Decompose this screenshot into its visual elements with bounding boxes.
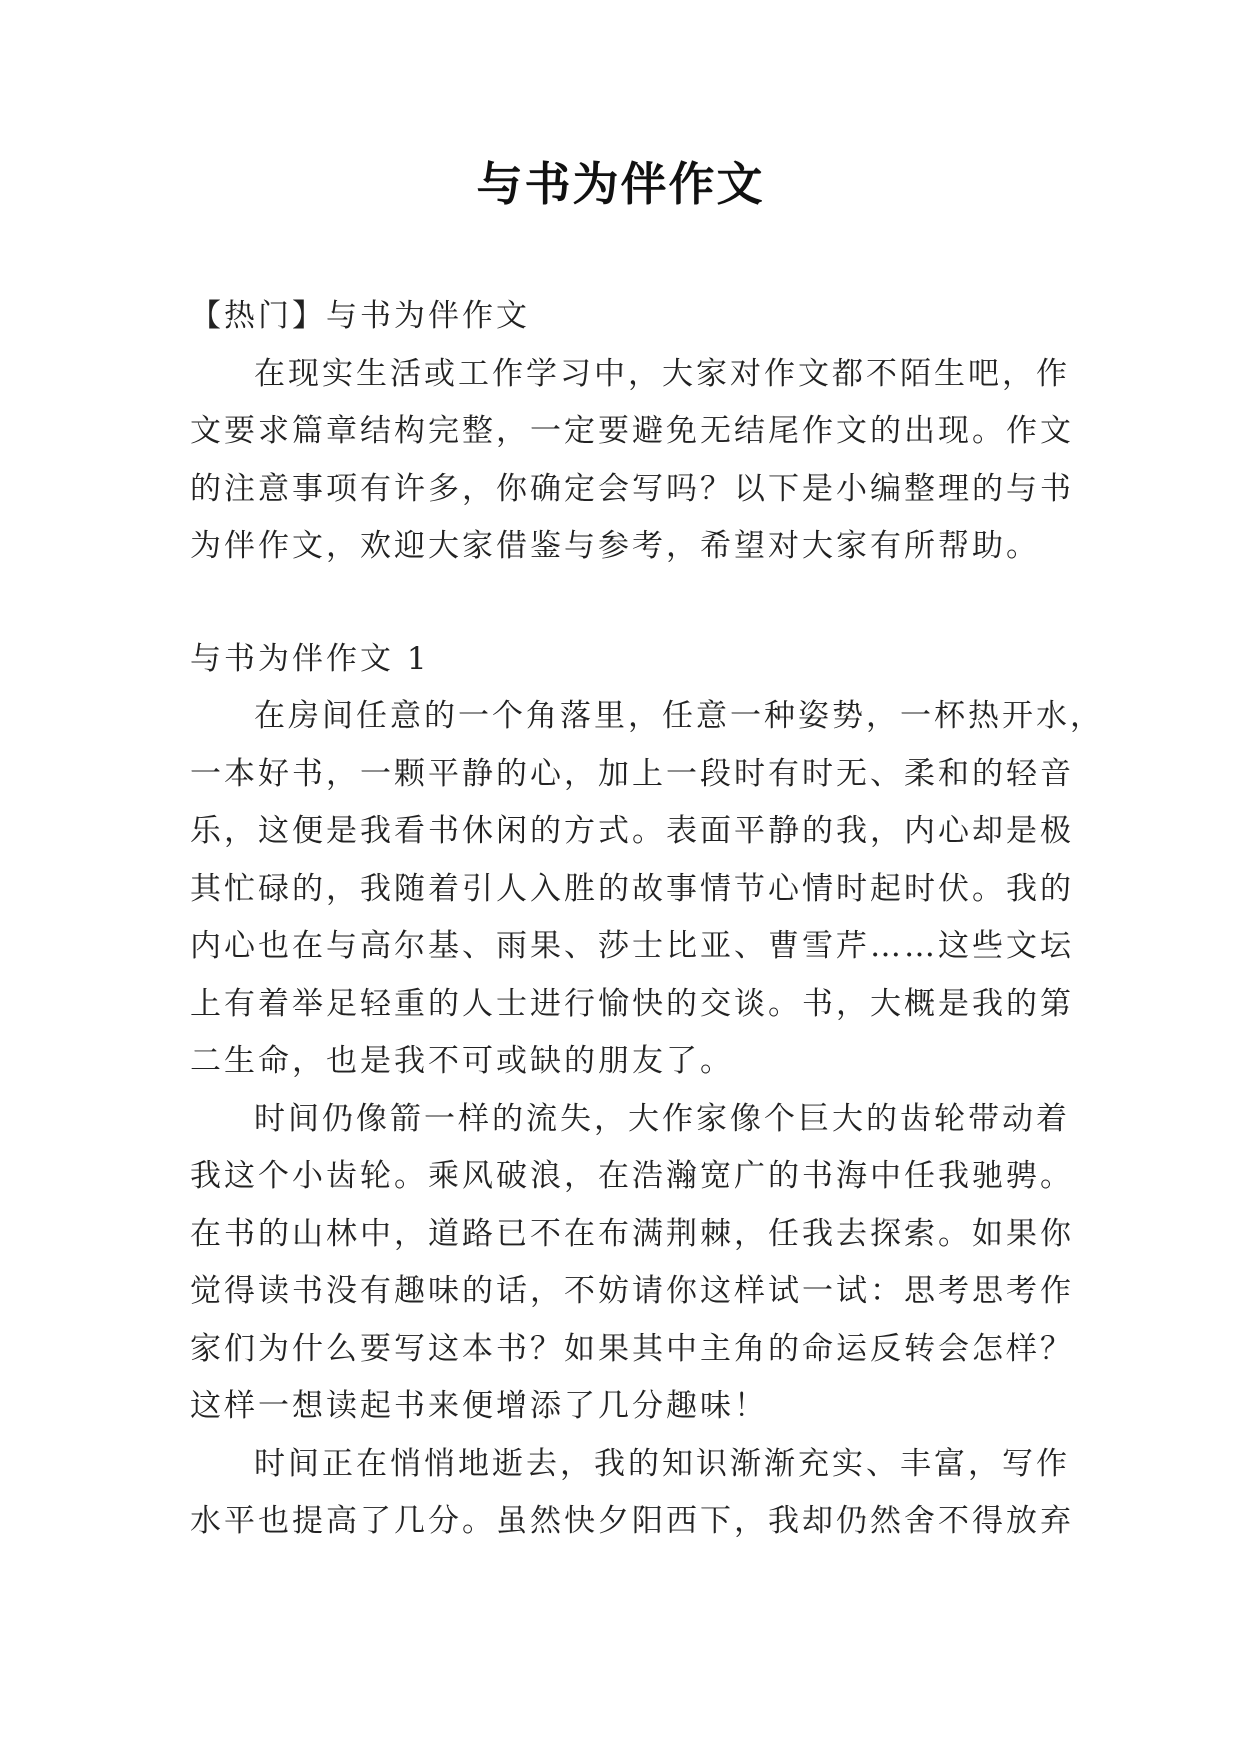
paragraph-line: 二生命，也是我不可或缺的朋友了。	[190, 1043, 734, 1079]
paragraph-line: 这样一想读起书来便增添了几分趣味！	[190, 1388, 768, 1424]
intro-line: 为伴作文，欢迎大家借鉴与参考，希望对大家有所帮助。	[190, 528, 1040, 564]
paragraph-line: 时间仍像箭一样的流失，大作家像个巨大的齿轮带动着	[254, 1100, 1070, 1137]
intro-heading: 【热门】与书为伴作文	[190, 298, 530, 334]
intro-line: 的注意事项有许多，你确定会写吗？以下是小编整理的与书	[190, 470, 1074, 507]
paragraph-line: 我这个小齿轮。乘风破浪，在浩瀚宽广的书海中任我驰骋。	[190, 1158, 1074, 1194]
paragraph-line: 上有着举足轻重的人士进行愉快的交谈。书，大概是我的第	[190, 985, 1074, 1022]
section-gap	[190, 576, 1052, 631]
paragraph-line: 在书的山林中，道路已不在布满荆棘，任我去探索。如果你	[190, 1215, 1074, 1252]
paragraph-line: 水平也提高了几分。虽然快夕阳西下，我却仍然舍不得放弃	[190, 1503, 1074, 1539]
intro-line: 在现实生活或工作学习中，大家对作文都不陌生吧，作	[254, 355, 1070, 392]
paragraph-line: 觉得读书没有趣味的话，不妨请你这样试一试：思考思考作	[190, 1273, 1074, 1309]
intro-line: 文要求篇章结构完整，一定要避免无结尾作文的出现。作文	[190, 413, 1074, 449]
paragraph-line: 其忙碌的，我随着引人入胜的故事情节心情时起时伏。我的	[190, 870, 1074, 907]
document-title: 与书为伴作文	[476, 157, 765, 211]
paragraph-line: 一本好书，一颗平静的心，加上一段时有时无、柔和的轻音	[190, 755, 1074, 792]
document-body	[190, 288, 1104, 1551]
paragraph-line: 在房间任意的一个角落里，任意一种姿势，一杯热开水，	[254, 698, 1104, 734]
paragraph-line: 家们为什么要写这本书？如果其中主角的命运反转会怎样？	[190, 1330, 1074, 1367]
paragraph-line: 乐，这便是我看书休闲的方式。表面平静的我，内心却是极	[190, 813, 1074, 849]
essay-heading: 与书为伴作文 1	[190, 640, 430, 677]
paragraph-line: 内心也在与高尔基、雨果、莎士比亚、曹雪芹……这些文坛	[190, 928, 1074, 964]
paragraph-line: 时间正在悄悄地逝去，我的知识渐渐充实、丰富，写作	[254, 1445, 1070, 1482]
